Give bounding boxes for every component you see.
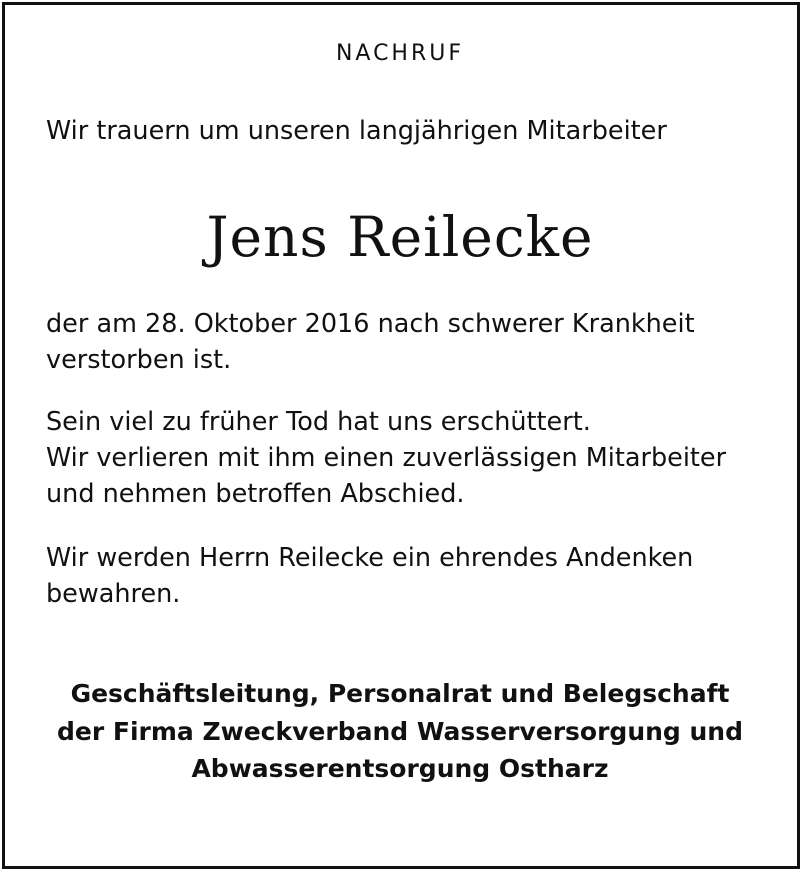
notice-heading: NACHRUF <box>335 41 465 66</box>
condolence-paragraph <box>46 404 726 512</box>
text-line: und nehmen betroffen Abschied. <box>46 479 465 509</box>
memory-paragraph <box>46 540 693 612</box>
text-line: der am 28. Oktober 2016 nach schwerer Krankheit <box>46 309 695 339</box>
text-line: Sein viel zu früher Tod hat uns erschüttert. <box>46 407 591 437</box>
deceased-name: Jens Reilecke <box>206 205 594 269</box>
signature-block <box>0 675 800 788</box>
signature-line: Abwasserentsorgung Ostharz <box>191 754 609 783</box>
signature-line: der Firma Zweckverband Wasserversorgung und <box>57 716 743 746</box>
text-line: bewahren. <box>46 579 181 609</box>
text-line: Wir verlieren mit ihm einen zuverlässigen Mitarbeiter <box>46 443 727 473</box>
intro-line: Wir trauern um unseren langjährigen Mitarbeiter <box>46 116 667 146</box>
signature-line: Geschäftsleitung, Personalrat und Belegschaft <box>70 679 730 708</box>
text-line: Wir werden Herrn Reilecke ein ehrendes Andenken <box>46 543 694 573</box>
text-line: verstorben ist. <box>46 345 232 375</box>
death-paragraph <box>46 306 695 378</box>
